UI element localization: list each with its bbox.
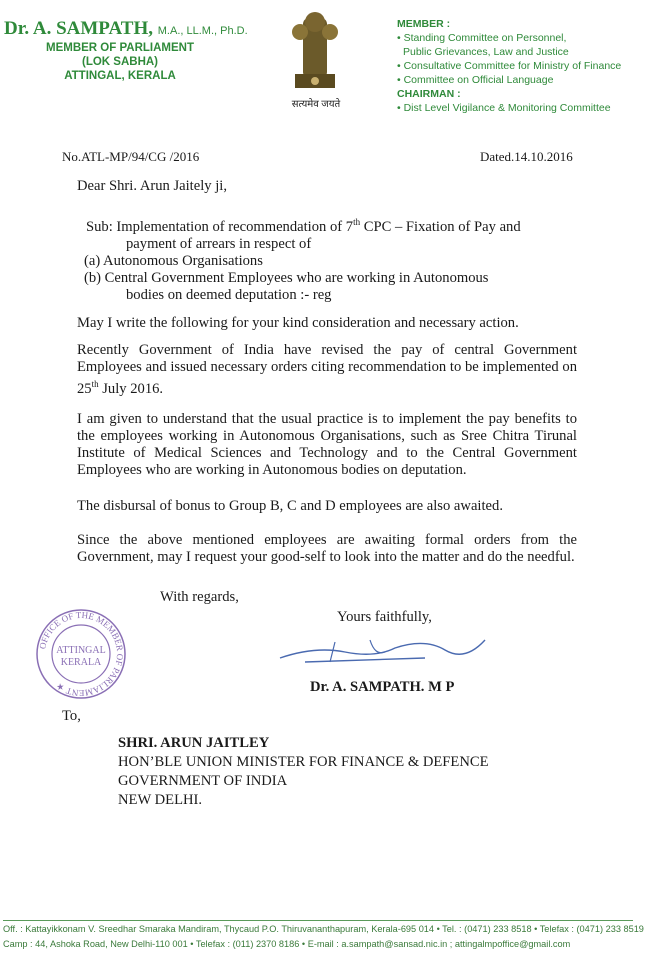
signature	[275, 628, 490, 668]
closing-regards: With regards,	[160, 589, 239, 605]
subject-line: (b) Central Government Employees who are working in Autonomous	[84, 269, 489, 286]
subject-line: (a) Autonomous Organisations	[84, 252, 263, 269]
committee-item: • Committee on Official Language	[397, 74, 554, 86]
name: Dr. A. SAMPATH,	[4, 18, 154, 39]
degrees: M.A., LL.M., Ph.D.	[157, 25, 248, 37]
paragraph	[77, 342, 577, 398]
committee-item: • Consultative Committee for Ministry of Finance	[397, 60, 622, 72]
paragraph: I am given to understand that the usual practice is to implement the pay benefits to the employees working in Autonomous Organisations, such as Sree Chitra Tirunal Institute of Medical Sciences and Technology and to the Central Government Employees who are working in Autonomous bodies on deputation.	[77, 411, 577, 478]
line: MEMBER OF PARLIAMENT	[45, 42, 194, 54]
emblem-motto: सत्यमेव जयते	[291, 99, 341, 110]
office-seal-stamp	[35, 608, 127, 700]
committee-list	[397, 17, 621, 115]
text: Recently Government of India have revised the pay of central Government Employees and issued necessary orders citing recommendation to be implemented on 25	[77, 342, 577, 397]
salutation: Dear Shri. Arun Jaitely ji,	[77, 178, 227, 194]
letterhead-name	[4, 18, 248, 40]
footer-camp-address: Camp : 44, Ashoka Road, New Delhi-110 001 • Telefax : (011) 2370 8186 • E-mail : a.sampath@sansad.nic.in ; attingalmpoffice@gmail.com	[3, 939, 571, 949]
paragraph: May I write the following for your kind consideration and necessary action.	[77, 315, 519, 331]
subject-line: Sub: Implementation of recommendation of 7	[86, 218, 354, 235]
sup: th	[91, 379, 99, 389]
address-line: NEW DELHI.	[118, 792, 203, 808]
member-heading: MEMBER :	[397, 18, 451, 30]
committee-item: • Dist Level Vigilance & Monitoring Committee	[397, 102, 611, 114]
line: ATTINGAL, KERALA	[64, 70, 176, 82]
closing-faithfully: Yours faithfully,	[337, 609, 432, 625]
address-line: GOVERNMENT OF INDIA	[118, 773, 288, 789]
letterhead-subtitle	[20, 41, 220, 83]
national-emblem-icon	[285, 8, 345, 98]
subject	[86, 214, 521, 304]
committee-item: Public Grievances, Law and Justice	[403, 46, 569, 58]
svg-text:KERALA: KERALA	[60, 657, 102, 668]
letter-date: Dated.14.10.2016	[480, 149, 573, 164]
subject-line: bodies on deemed deputation :- reg	[126, 286, 332, 303]
footer-office-address: Off. : Kattayikkonam V. Sreedhar Smaraka Mandiram, Thycaud P.O. Thiruvananthapuram, Kerala-695 014 • Tel. : (0471) 233 8518 • Telefax : (0471) 233 8519	[3, 924, 644, 934]
reference-number: No.ATL-MP/94/CG /2016	[62, 149, 200, 164]
svg-text:ATTINGAL: ATTINGAL	[56, 645, 106, 656]
footer	[3, 922, 647, 952]
chairman-heading: CHAIRMAN :	[397, 88, 461, 100]
recipient-address	[118, 734, 489, 810]
footer-divider	[3, 920, 633, 921]
paragraph: The disbursal of bonus to Group B, C and D employees are also awaited.	[77, 498, 503, 514]
subject-line: payment of arrears in respect of	[126, 235, 312, 252]
subject-line: CPC – Fixation of Pay and	[360, 218, 521, 235]
to-label: To,	[62, 708, 81, 724]
text: July 2016.	[98, 380, 164, 397]
svg-text:OFFICE OF THE MEMBER OF PARLIA: OFFICE OF THE MEMBER OF PARLIAMENT ★	[37, 609, 126, 699]
paragraph: Since the above mentioned employees are awaiting formal orders from the Government, may I request your good-self to look into the matter and do the needful.	[77, 532, 577, 565]
address-line: HON’BLE UNION MINISTER FOR FINANCE & DEFENCE	[118, 754, 489, 770]
address-line: SHRI. ARUN JAITLEY	[118, 735, 270, 751]
line: (LOK SABHA)	[81, 56, 159, 68]
committee-item: • Standing Committee on Personnel,	[397, 32, 567, 44]
signatory-name: Dr. A. SAMPATH. M P	[310, 679, 455, 695]
sup: th	[353, 217, 361, 227]
